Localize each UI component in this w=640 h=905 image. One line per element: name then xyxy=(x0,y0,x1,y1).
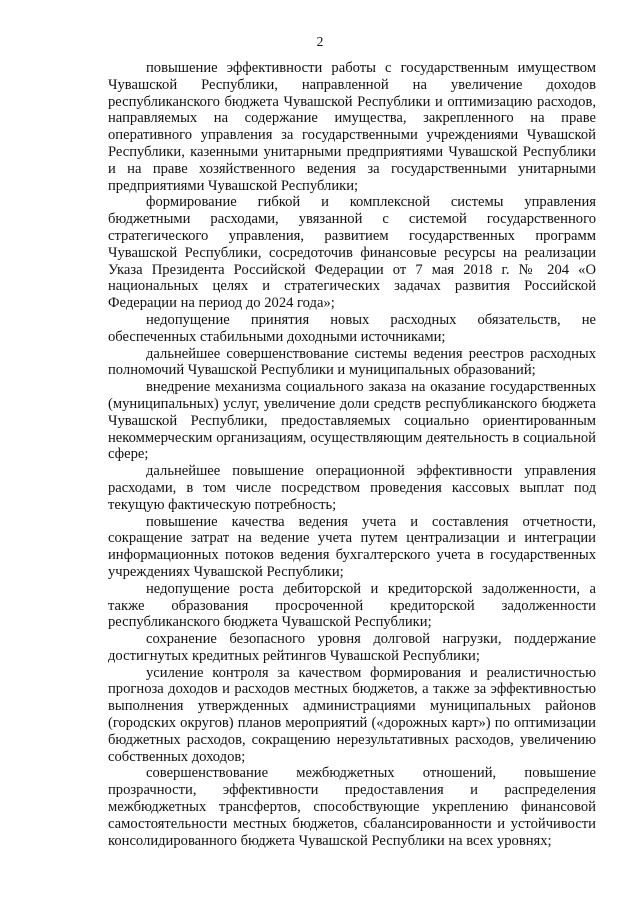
page-number: 2 xyxy=(316,34,324,49)
paragraph: сохранение безопасного уровня долговой нагрузки, поддержание достигнутых кредитных рейтингов Чувашской Республики; xyxy=(108,631,596,664)
paragraph: дальнейшее повышение операционной эффективности управления расходами, в том числе посредством проведения кассовых выплат под текущую фактическую потребность; xyxy=(108,463,596,513)
paragraph: недопущение принятия новых расходных обязательств, не обеспеченных стабильными доходными источниками; xyxy=(108,311,596,345)
paragraph: повышение эффективности работы с государственным имуществом Чувашской Республики, направленной на увеличение доходов республиканского бюджета Чувашской Республики и оптимизацию расходов, направляемых на содержание имущества, закрепленного на праве оперативного управления за государственными учреждениями Чувашской Республики, казенными унитарными предприятиями Чувашской Республики и на праве хозяйственного ведения за государственными унитарными предприятиями Чувашской Республики; xyxy=(108,60,596,194)
paragraph: дальнейшее совершенствование системы ведения реестров расходных полномочий Чувашской Республики и муниципальных образований; xyxy=(108,345,596,379)
paragraph: недопущение роста дебиторской и кредиторской задолженности, а также образования просроченной кредиторской задолженности республиканского бюджета Чувашской Республики; xyxy=(108,580,596,631)
paragraph: формирование гибкой и комплексной системы управления бюджетными расходами, увязанной с системой государственного стратегического управления, развитием государственных программ Чувашской Республики, сосредоточив финансовые ресурсы на реализации Указа Президента Российской Федерации от 7 мая 2018 г. № 204 «О национальных целях и стратегических задачах развития Российской Федерации на период до 2024 года»; xyxy=(108,194,596,312)
paragraph: повышение качества ведения учета и составления отчетности, сокращение затрат на ведение учета путем централизации и интеграции информационных потоков ведения бухгалтерского учета в государственных учреждениях Чувашской Республики; xyxy=(108,513,596,580)
paragraph: усиление контроля за качеством формирования и реалистичностью прогноза доходов и расходов местных бюджетов, а также за эффективностью выполнения утвержденных администрациями муниципальных районов (городских округов) планов мероприятий («дорожных карт») по оптимизации бюджетных расходов, сокращению нерезультативных расходов, увеличению собственных доходов; xyxy=(108,664,596,765)
paragraph: совершенствование межбюджетных отношений, повышение прозрачности, эффективности предоставления и распределения межбюджетных трансфертов, способствующие укреплению финансовой самостоятельности местных бюджетов, сбалансированности и устойчивости консолидированного бюджета Чувашской Республики на всех уровнях; xyxy=(108,765,596,849)
paragraph: внедрение механизма социального заказа на оказание государственных (муниципальных) услуг, увеличение доли средств республиканского бюджета Чувашской Республики, предоставляемых социально ориентированным некоммерческим организациям, осуществляющим деятельность в социальной сфере; xyxy=(108,379,596,463)
document-body xyxy=(108,60,596,849)
